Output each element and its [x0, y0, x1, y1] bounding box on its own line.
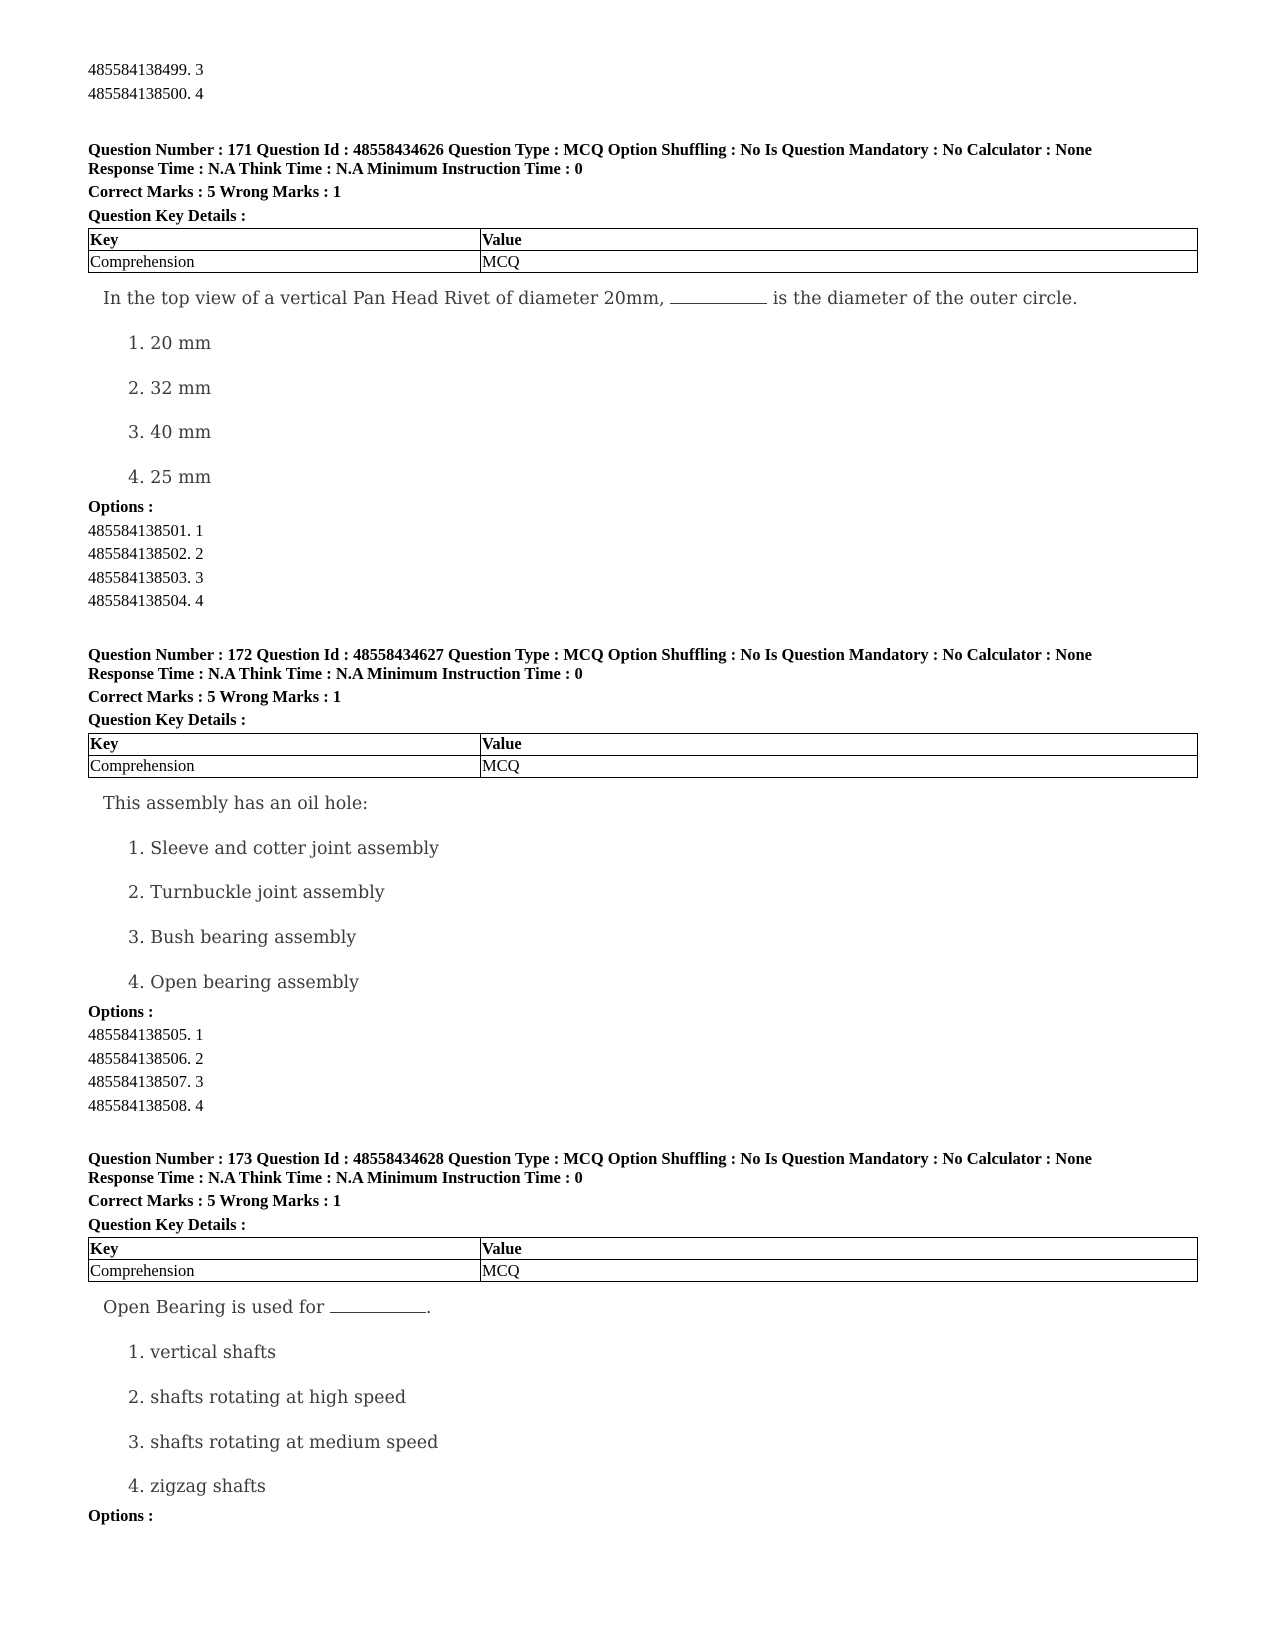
key-details-label: Question Key Details :	[88, 1214, 247, 1234]
answer-blank	[330, 1296, 426, 1313]
answer-choice: 3. shafts rotating at medium speed	[128, 1432, 439, 1453]
answer-choice: 3. 40 mm	[128, 423, 212, 444]
marks-line: Correct Marks : 5 Wrong Marks : 1	[88, 182, 342, 201]
options-label: Options :	[88, 497, 154, 517]
key-details-label: Question Key Details :	[88, 205, 247, 225]
answer-blank	[670, 287, 767, 304]
answer-choice: 2. Turnbuckle joint assembly	[128, 883, 385, 904]
answer-choice: 2. shafts rotating at high speed	[128, 1387, 407, 1408]
value-header: Value	[481, 733, 1198, 755]
question-stem	[88, 1295, 1198, 1340]
answer-choice: 3. Bush bearing assembly	[128, 927, 357, 948]
stem-text-after: is the diameter of the outer circle.	[767, 289, 1078, 309]
question-content	[88, 791, 1198, 1004]
question-content	[88, 286, 1198, 499]
question-stem: This assembly has an oil hole:	[103, 793, 369, 814]
question-meta-line: Question Number : 173 Question Id : 48558434628 Question Type : MCQ Option Shuffling : No Is Question Mandatory : No Calculator : None	[88, 1149, 1092, 1169]
value-cell: MCQ	[481, 1260, 1198, 1282]
question-block-172	[88, 645, 1198, 1118]
option-id-line: 485584138508. 4	[88, 1095, 204, 1115]
question-key-table	[88, 1237, 1198, 1282]
question-timing-line: Response Time : N.A Think Time : N.A Minimum Instruction Time : 0	[88, 663, 583, 683]
key-cell: Comprehension	[89, 755, 481, 777]
value-header: Value	[481, 1238, 1198, 1260]
options-label: Options :	[88, 1001, 154, 1021]
key-header: Key	[89, 229, 481, 251]
marks-line: Correct Marks : 5 Wrong Marks : 1	[88, 1191, 342, 1211]
key-cell: Comprehension	[89, 1260, 481, 1282]
option-id-line: 485584138507. 3	[88, 1072, 204, 1092]
option-id-line: 485584138504. 4	[88, 591, 204, 611]
stem-text: Open Bearing is used for	[103, 1298, 330, 1319]
answer-choice: 1. vertical shafts	[128, 1343, 277, 1364]
key-details-label: Question Key Details :	[88, 710, 247, 730]
option-id-line: 485584138499. 3	[88, 60, 204, 79]
answer-choice: 1. 20 mm	[128, 334, 212, 354]
option-id-line: 485584138506. 2	[88, 1048, 204, 1068]
question-meta-line: Question Number : 171 Question Id : 48558434626 Question Type : MCQ Option Shuffling : No Is Question Mandatory : No Calculator : None	[88, 140, 1092, 159]
answer-choice: 4. Open bearing assembly	[128, 972, 360, 993]
marks-line: Correct Marks : 5 Wrong Marks : 1	[88, 686, 342, 706]
answer-choice: 4. zigzag shafts	[128, 1477, 266, 1498]
question-timing-line: Response Time : N.A Think Time : N.A Minimum Instruction Time : 0	[88, 1168, 583, 1188]
question-paper-page	[88, 58, 1198, 1528]
value-header: Value	[481, 229, 1198, 251]
options-label: Options :	[88, 1506, 154, 1526]
question-key-table	[88, 228, 1198, 273]
question-timing-line: Response Time : N.A Think Time : N.A Minimum Instruction Time : 0	[88, 159, 583, 178]
stem-text: In the top view of a vertical Pan Head Rivet of diameter 20mm,	[103, 289, 671, 309]
stem-text-after: .	[425, 1298, 432, 1319]
key-header: Key	[89, 733, 481, 755]
answer-choice: 1. Sleeve and cotter joint assembly	[128, 838, 439, 859]
option-id-line: 485584138502. 2	[88, 544, 204, 564]
answer-choice: 4. 25 mm	[128, 468, 212, 489]
option-id-line: 485584138503. 3	[88, 567, 204, 587]
question-block-173	[88, 1149, 1198, 1528]
question-block-171	[88, 140, 1198, 613]
question-content	[88, 1295, 1198, 1508]
previous-options-list	[88, 58, 1198, 105]
key-cell: Comprehension	[89, 251, 481, 273]
question-key-table	[88, 733, 1198, 778]
question-meta-line: Question Number : 172 Question Id : 48558434627 Question Type : MCQ Option Shuffling : No Is Question Mandatory : No Calculator : None	[88, 644, 1092, 664]
key-header: Key	[89, 1238, 481, 1260]
value-cell: MCQ	[481, 251, 1198, 273]
option-id-line: 485584138500. 4	[88, 83, 204, 103]
question-stem	[88, 286, 1198, 331]
answer-choice: 2. 32 mm	[128, 378, 212, 399]
option-id-line: 485584138501. 1	[88, 520, 204, 540]
option-id-line: 485584138505. 1	[88, 1025, 204, 1045]
value-cell: MCQ	[481, 755, 1198, 777]
